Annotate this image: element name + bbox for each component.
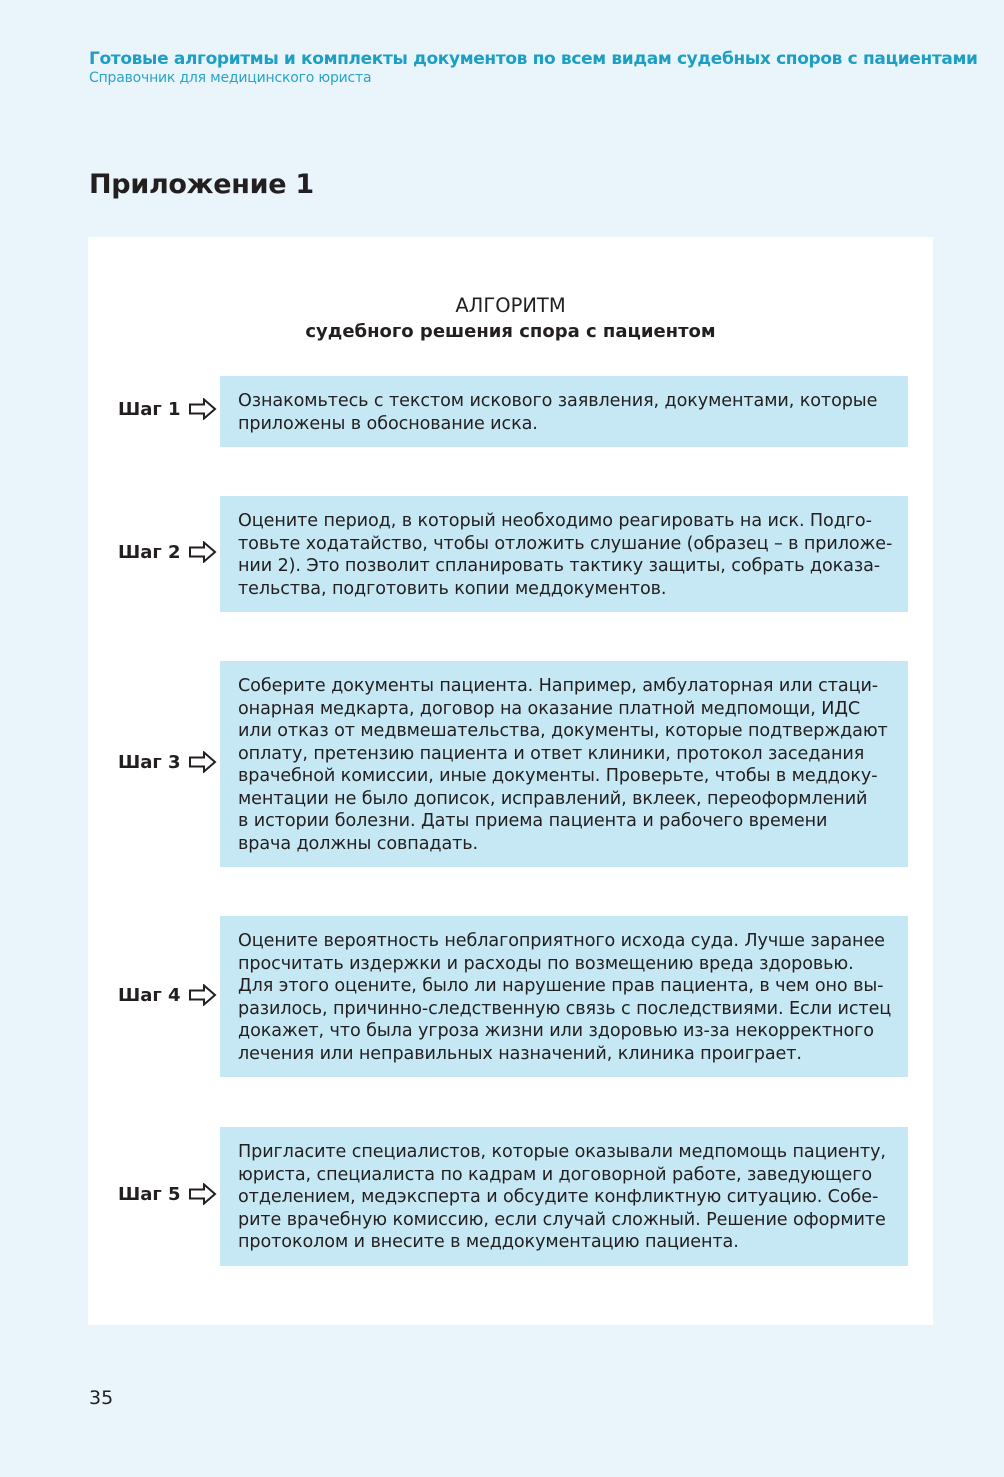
step-3-line: или отказ от медвмешательства, документы, которые подтверждают	[238, 721, 888, 741]
step-3-line: онарная медкарта, договор на оказание платной медпомощи, ИДС	[238, 698, 861, 719]
page-title: Приложение 1	[89, 169, 314, 200]
arrow-right-icon	[188, 541, 218, 563]
step-3-line: врачебной комиссии, иные документы. Проверьте, чтобы в меддоку-	[238, 766, 878, 786]
step-5-line: протоколом и внесите в меддокументацию пациента.	[238, 1232, 739, 1252]
page-number: 35	[89, 1387, 114, 1409]
step-1-line: приложены в обоснование иска.	[238, 413, 538, 434]
running-header	[89, 48, 978, 87]
step-3-line: Соберите документы пациента. Например, амбулаторная или стаци-	[238, 676, 879, 696]
algorithm-subtitle: судебного решения спора с пациентом	[305, 321, 716, 342]
algorithm-panel	[88, 237, 933, 1325]
step-3-line: врача должны совпадать.	[238, 833, 479, 854]
header-title: Готовые алгоритмы и комплекты документов по всем видам судебных споров с пациентами	[89, 49, 978, 69]
step-3-line: ментации не было дописок, исправлений, вклеек, переоформлений	[238, 788, 868, 809]
step-4-line: просчитать издержки и расходы по возмещению вреда здоровью.	[238, 953, 854, 974]
step-3-box	[220, 661, 908, 867]
step-5-label: Шаг 5	[118, 1184, 181, 1205]
step-3-line: в истории болезни. Даты приема пациента и рабочего времени	[238, 811, 828, 831]
step-5-line: юриста, специалиста по кадрам и договорной работе, заведующего	[238, 1164, 873, 1185]
arrow-right-icon	[188, 984, 218, 1006]
step-5-line: рите врачебную комиссию, если случай сложный. Решение оформите	[238, 1209, 886, 1230]
step-5-line: Пригласите специалистов, которые оказывали медпомощь пациенту,	[238, 1142, 886, 1162]
step-2-label: Шаг 2	[118, 542, 181, 563]
step-4-line: лечения или неправильных назначений, клиника проиграет.	[238, 1043, 802, 1064]
step-2-line: товьте ходатайство, чтобы отложить слушание (образец – в приложе-	[238, 533, 893, 554]
algorithm-title: АЛГОРИТМ	[455, 294, 566, 317]
step-4-line: Оцените вероятность неблагоприятного исхода суда. Лучше заранее	[238, 931, 885, 951]
arrow-right-icon	[188, 751, 218, 773]
step-4-line: разилось, причинно-следственную связь с последствиями. Если истец	[238, 998, 892, 1019]
step-5-box	[220, 1127, 908, 1266]
step-2-line: нии 2). Это позволит спланировать тактику защиты, собрать доказа-	[238, 556, 881, 576]
step-1-box	[220, 376, 908, 447]
step-2-line: тельства, подготовить копии меддокументов.	[238, 578, 667, 599]
step-4-label: Шаг 4	[118, 985, 181, 1006]
step-2-box	[220, 496, 908, 612]
arrow-right-icon	[188, 398, 218, 420]
step-4-line: докажет, что была угроза жизни или здоровью из-за некорректного	[238, 1021, 874, 1041]
step-5-line: отделением, медэксперта и обсудите конфликтную ситуацию. Собе-	[238, 1187, 879, 1207]
arrow-right-icon	[188, 1183, 218, 1205]
step-1-label: Шаг 1	[118, 399, 181, 420]
header-subtitle: Справочник для медицинского юриста	[89, 70, 372, 86]
step-3-label: Шаг 3	[118, 752, 181, 773]
step-3-line: оплату, претензию пациента и ответ клиники, протокол заседания	[238, 743, 865, 764]
step-4-box	[220, 916, 908, 1077]
step-4-line: Для этого оцените, было ли нарушение прав пациента, в чем оно вы-	[238, 976, 884, 996]
step-1-line: Ознакомьтесь с текстом искового заявления, документами, которые	[238, 391, 878, 411]
step-2-line: Оцените период, в который необходимо реагировать на иск. Подго-	[238, 511, 872, 531]
